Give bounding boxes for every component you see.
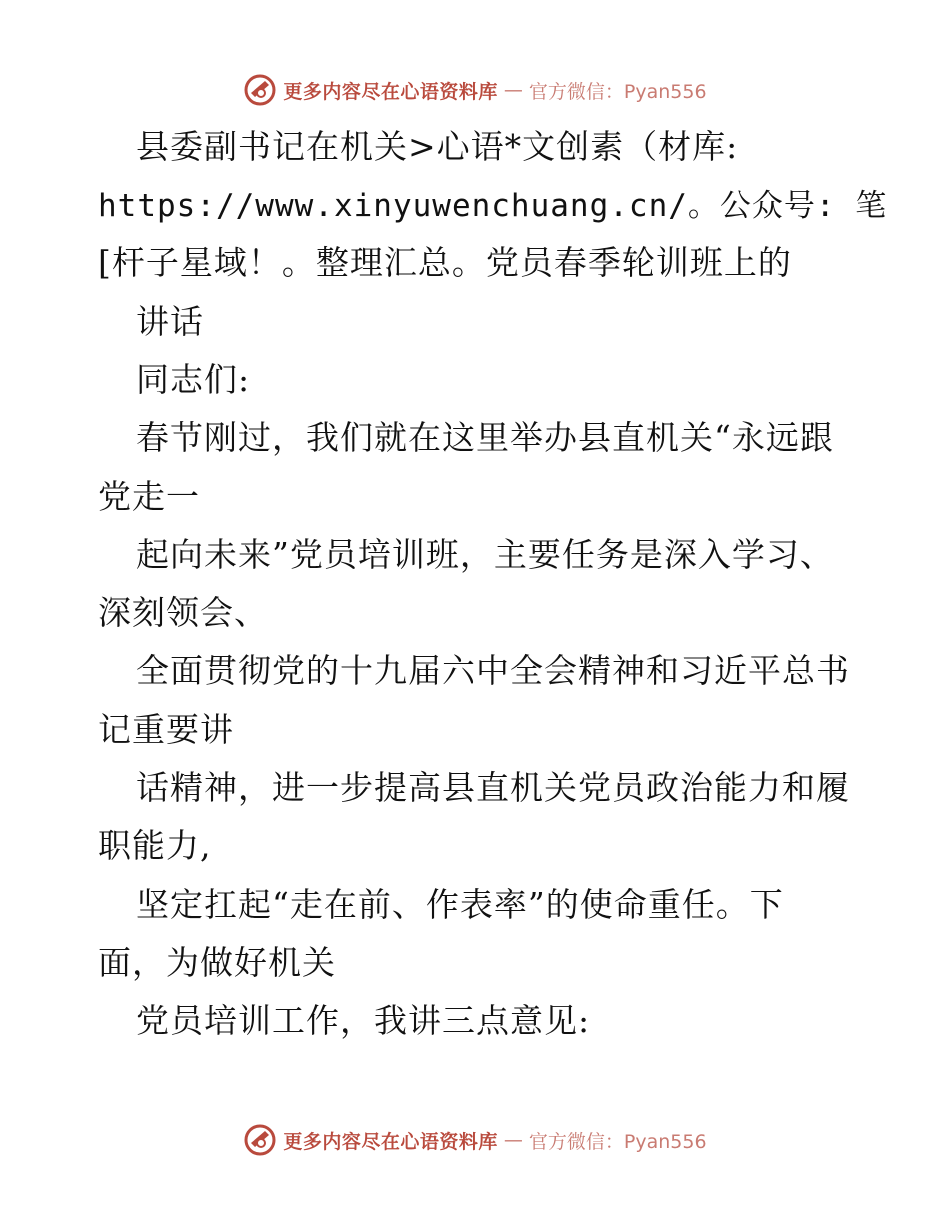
doc-line: 县委副书记在机关>心语*文创素（材库: (136, 127, 739, 166)
footer-banner (0, 1120, 950, 1160)
doc-line: 记重要讲 (98, 710, 234, 749)
doc-line: 起向未来”党员培训班，主要任务是深入学习、 (136, 535, 834, 574)
doc-line: 坚定扛起“走在前、作表率”的使命重任。下 (136, 885, 784, 924)
doc-line: 同志们: (136, 360, 251, 399)
doc-line: 全面贯彻党的十九届六中全会精神和习近平总书 (136, 651, 850, 690)
doc-url-line: https://www.xinyuwenchuang.cn/。公众号: 笔 (98, 188, 888, 224)
doc-line: 讲话 (136, 302, 204, 341)
banner-title: 更多内容尽在心语资料库 (283, 80, 498, 103)
library-logo-icon (243, 73, 277, 107)
banner-separator: — (503, 79, 523, 101)
doc-line: 面，为做好机关 (98, 943, 336, 982)
doc-line: 话精神，进一步提高县直机关党员政治能力和履 (136, 768, 850, 807)
doc-line: 党走一 (98, 477, 200, 516)
doc-line: 党员培训工作，我讲三点意见: (136, 1001, 591, 1040)
doc-line (98, 176, 888, 234)
banner-contact: 官方微信：Pyan556 (528, 80, 707, 103)
banner-separator: — (503, 1129, 523, 1151)
doc-line: 深刻领会、 (98, 593, 268, 632)
doc-line: [杆子星域！。整理汇总。党员春季轮训班上的 (98, 243, 792, 282)
banner-contact: 官方微信：Pyan556 (528, 1130, 707, 1153)
library-logo-icon (243, 1123, 277, 1157)
banner-title: 更多内容尽在心语资料库 (283, 1130, 498, 1153)
doc-line: 职能力, (98, 826, 212, 865)
doc-line: 春节刚过，我们就在这里举办县直机关“永远跟 (136, 418, 834, 457)
header-banner (0, 70, 950, 110)
